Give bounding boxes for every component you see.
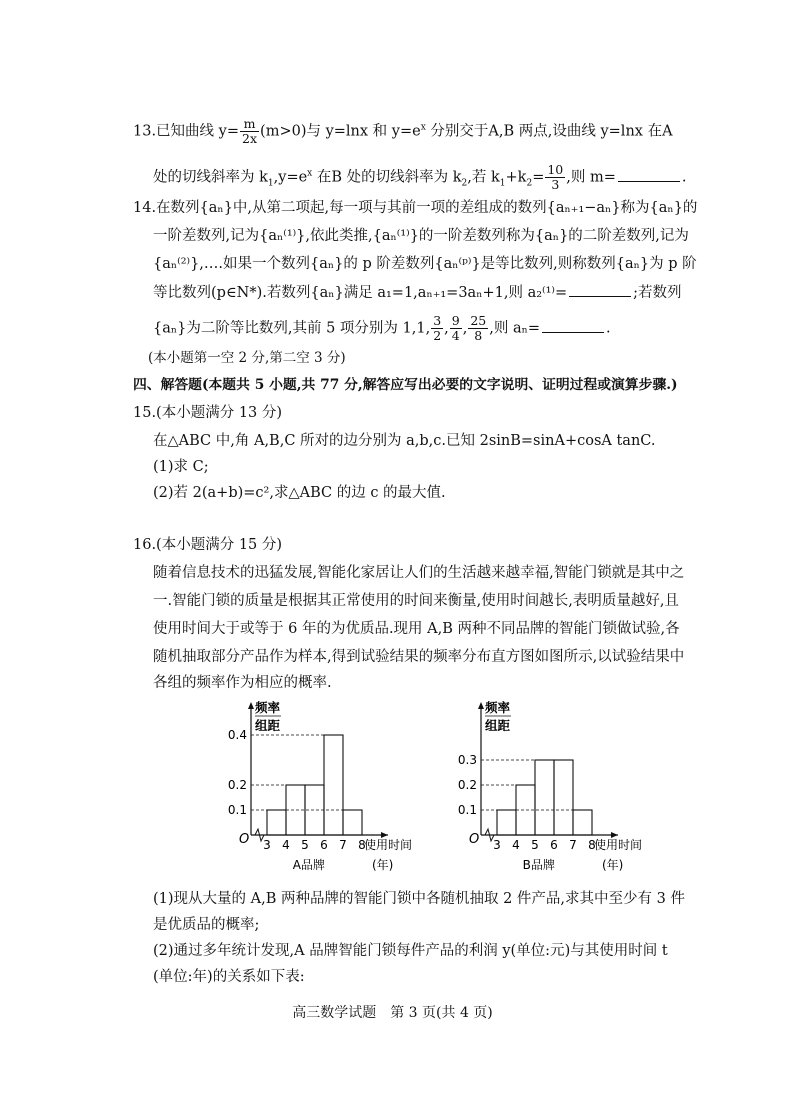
fraction-25-over-8: [468, 314, 488, 343]
x-tick-label: 8: [358, 838, 366, 852]
x-tick-label: 8: [588, 838, 596, 852]
x-tick-label: 7: [569, 838, 577, 852]
x-axis-unit: (年): [372, 858, 394, 872]
y-tick-label: 0.1: [457, 803, 477, 817]
frac-den: 3: [551, 177, 560, 192]
frac-den: 8: [474, 328, 483, 343]
histogram-bar: [267, 810, 286, 835]
q14-l5-a: {aₙ}为二阶等比数列,其前 5 项分别为 1,1,: [153, 320, 431, 337]
q13-line1: [133, 117, 673, 146]
q14-l4-a: 等比数列(p∈N*).若数列{aₙ}满足 a₁=1,aₙ₊₁=3aₙ+1,则 a₂⁽¹⁾=: [153, 285, 568, 301]
y-axis-arrow: [248, 702, 254, 709]
q16-para-5: 各组的频率作为相应的概率.: [153, 675, 332, 691]
x-tick-label: 5: [301, 838, 309, 852]
y-label-bottom: 组距: [255, 718, 281, 733]
q15-part2: (2)若 2(a+b)=c²,求△ABC 的边 c 的最大值.: [153, 485, 446, 501]
histogram-bar: [324, 735, 343, 835]
q13-end: .: [681, 169, 687, 186]
answer-blank[interactable]: [542, 318, 604, 333]
q13-text-b: (m>0)与 y=lnx 和 y=e: [260, 123, 421, 140]
histogram-brand-b: [445, 690, 660, 890]
q13-l2-c: 在B 处的切线斜率为 k: [312, 169, 462, 186]
origin-label: O: [469, 832, 480, 847]
q13-text-c: 分别交于A,B 两点,设曲线 y=lnx 在A: [425, 123, 673, 140]
x-axis-label: 使用时间: [364, 838, 413, 852]
q13-l2-d: ,若 k: [467, 169, 500, 186]
q16-para-2: 一.智能门锁的质量是根据其正常使用的时间来衡量,使用时间越长,表明质量越好,且: [153, 593, 679, 609]
frac-num: 25: [470, 313, 487, 328]
answer-blank[interactable]: [618, 167, 680, 182]
q16-para-4: 随机抽取部分产品作为样本,得到试验结果的频率分布直方图如图所示,以试验结果中: [153, 649, 685, 665]
x-axis-label: 使用时间: [594, 838, 643, 852]
frac-num: 9: [451, 313, 460, 328]
y-label-top: 频率: [485, 700, 511, 715]
q14-l4-b: ;若数列: [633, 285, 682, 301]
q16-question1-b: 是优质品的概率;: [153, 917, 260, 933]
x-tick-label: 7: [339, 838, 347, 852]
exp-x: x: [307, 168, 313, 179]
q13-line2: [153, 163, 686, 193]
sub-1: 1: [499, 178, 506, 189]
y-tick-label: 0.3: [457, 753, 477, 767]
sub-2: 2: [461, 178, 468, 189]
q13-l2-b: ,y=e: [273, 169, 308, 186]
q15-stem: 在△ABC 中,角 A,B,C 所对的边分别为 a,b,c.已知 2sinB=sinA+cosA tanC.: [153, 433, 656, 449]
q14-line4: [153, 282, 682, 303]
fraction-10-over-3: [545, 163, 565, 192]
q16-para-3: 使用时间大于或等于 6 年的为优质品.现用 A,B 两种不同品牌的智能门锁做试验,各: [153, 621, 680, 637]
q15-header: 15.(本小题满分 13 分): [133, 405, 283, 421]
chart-title: A品牌: [292, 858, 325, 872]
histogram-bar: [554, 760, 573, 835]
q13-l2-a: 处的切线斜率为 k: [153, 169, 268, 186]
frac-num: 10: [547, 162, 564, 177]
x-tick-label: 6: [550, 838, 558, 852]
y-label-top: 频率: [255, 700, 281, 715]
q16-para-1: 随着信息技术的迅猛发展,智能化家居让人们的生活越来越幸福,智能门锁就是其中之: [153, 565, 685, 581]
y-tick-label: 0.1: [227, 803, 247, 817]
origin-label: O: [239, 832, 250, 847]
q13-l2-f: =: [532, 169, 545, 186]
q16-question2-a: (2)通过多年统计发现,A 品牌智能门锁每件产品的利润 y(单位:元)与其使用时间 t: [153, 943, 668, 959]
y-tick-label: 0.4: [227, 728, 247, 742]
histogram-brand-a: [215, 690, 425, 890]
sub-2: 2: [526, 178, 533, 189]
histogram-bar: [343, 810, 362, 835]
x-tick-label: 3: [493, 838, 501, 852]
q14-l5-b: ,则 aₙ=: [489, 320, 541, 337]
q13-l2-e: +k: [505, 169, 527, 186]
answer-blank[interactable]: [569, 282, 631, 297]
q14-end: .: [606, 320, 611, 337]
histogram-bar: [573, 810, 592, 835]
q14-line5: {aₙ}为二阶等比数列,其前 5 项分别为 1,1, $\frac{3}{2}$ , $\frac{9}{4}$ , $\frac{25}{8}$ ,则 aₙ= .: [153, 313, 611, 343]
q15-part1: (1)求 C;: [153, 459, 209, 475]
frac-den: 2: [433, 328, 442, 343]
x-tick-label: 5: [531, 838, 539, 852]
frac-num: 3: [433, 313, 442, 328]
chart-title: B品牌: [522, 858, 555, 872]
fraction-m-over-2x: [240, 117, 259, 146]
x-tick-label: 6: [320, 838, 328, 852]
q14-line1: 14.在数列{aₙ}中,从第二项起,每一项与其前一项的差组成的数列{aₙ₊₁−aₙ}称为{aₙ}的: [133, 200, 698, 216]
q13-l2-g: ,则 m=: [566, 169, 616, 186]
sub-1: 1: [267, 178, 274, 189]
fraction-3-over-2: [431, 314, 443, 343]
q13-text-a: 13.已知曲线 y=: [133, 123, 240, 140]
y-axis-arrow: [478, 702, 484, 709]
frac-den: 2x: [242, 131, 258, 146]
histogram-bar: [535, 760, 554, 835]
q14-score-note: (本小题第一空 2 分,第二空 3 分): [148, 350, 346, 366]
y-label-bottom: 组距: [485, 718, 511, 733]
histogram-bar: [497, 810, 516, 835]
q16-question1-a: (1)现从大量的 A,B 两种品牌的智能门锁中各随机抽取 2 件产品,求其中至少有 3 件: [153, 891, 685, 907]
x-axis-unit: (年): [602, 858, 624, 872]
page-footer: 高三数学试题 第 3 页(共 4 页): [292, 1005, 493, 1021]
y-tick-label: 0.2: [227, 778, 247, 792]
x-tick-label: 3: [263, 838, 271, 852]
section-heading: 四、解答题(本题共 5 小题,共 77 分,解答应写出必要的文字说明、证明过程或演算步骤.): [133, 377, 678, 393]
frac-den: 4: [451, 328, 460, 343]
exp-x: x: [420, 122, 426, 133]
q14-line2: 一阶差数列,记为{aₙ⁽¹⁾},依此类推,{aₙ⁽¹⁾}的一阶差数列称为{aₙ}的二阶差数列,记为: [153, 228, 689, 244]
fraction-9-over-4: [450, 314, 462, 343]
y-tick-label: 0.2: [457, 778, 477, 792]
q14-line3: {aₙ⁽²⁾},….如果一个数列{aₙ}的 p 阶差数列{aₙ⁽ᵖ⁾}是等比数列,则称数列{aₙ}为 p 阶: [153, 256, 697, 272]
frac-num: m: [240, 117, 259, 132]
x-tick-label: 4: [512, 838, 520, 852]
q16-question2-b: (单位:年)的关系如下表:: [153, 969, 305, 985]
x-tick-label: 4: [282, 838, 290, 852]
q16-header: 16.(本小题满分 15 分): [133, 537, 283, 553]
